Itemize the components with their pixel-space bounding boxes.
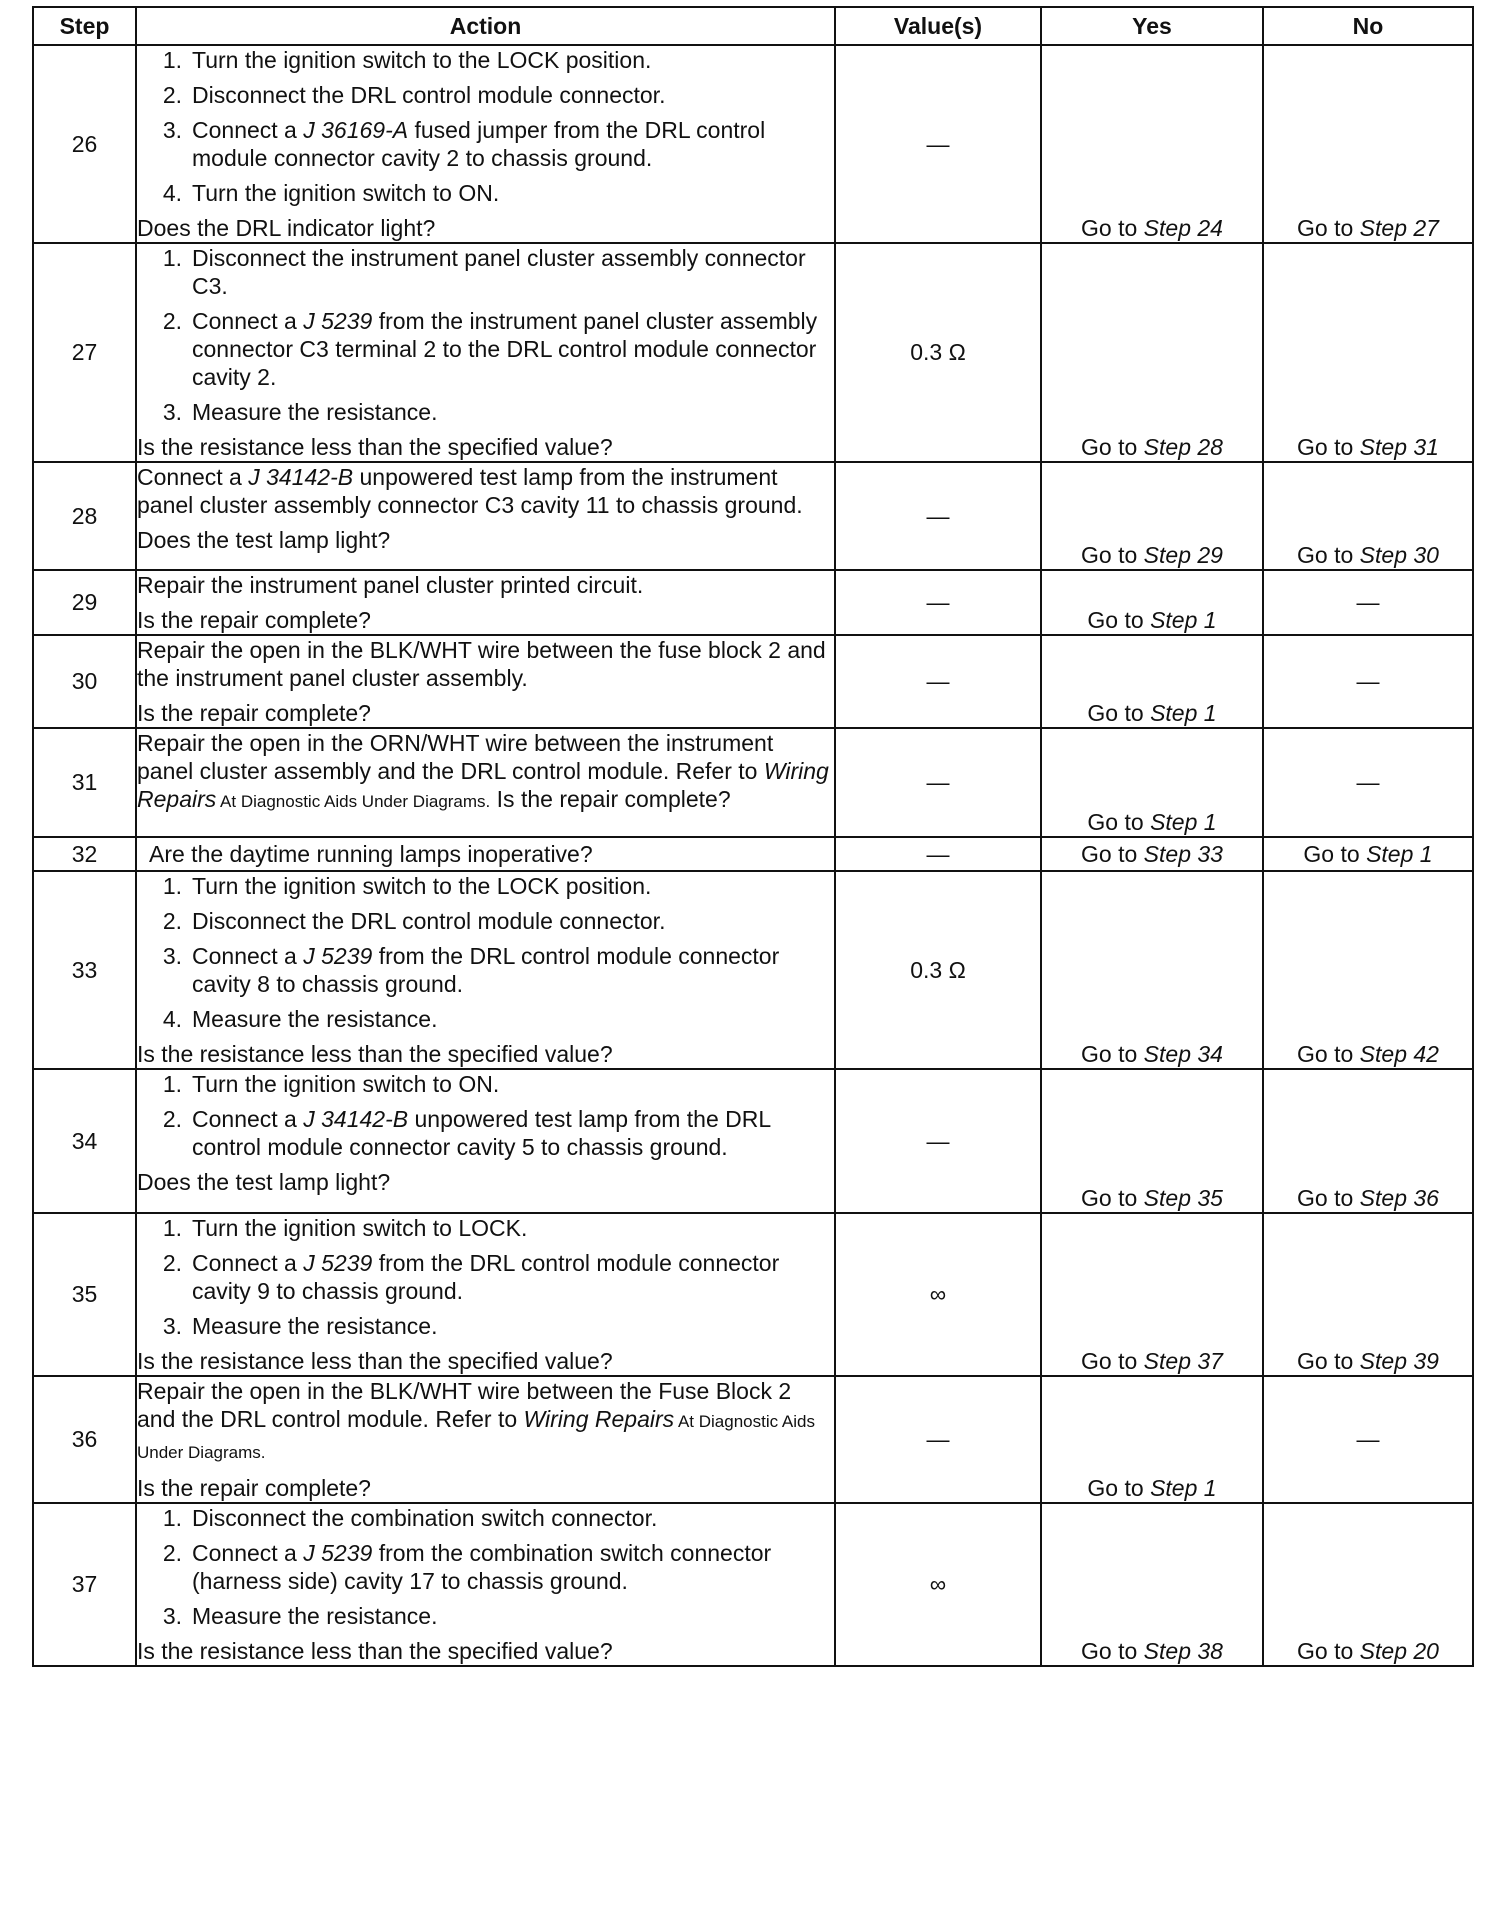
go-to-text: Go to xyxy=(1087,607,1151,633)
question-text: Are the daytime running lamps inoperative? xyxy=(149,841,593,867)
action-step-item xyxy=(137,907,834,935)
step-number: 31 xyxy=(33,728,136,837)
step-link: Step 24 xyxy=(1143,215,1223,241)
step-number: 36 xyxy=(33,1376,136,1503)
action-text: Repair the open in the ORN/WHT wire between the instrument panel cluster assembly and the DRL control module. Refer to xyxy=(137,730,774,784)
go-to-text: Go to xyxy=(1297,434,1360,460)
step-link: Step 1 xyxy=(1150,809,1217,835)
question-text: Is the repair complete? xyxy=(137,1475,371,1501)
item-number: 3. xyxy=(162,399,182,425)
action-text: from the instrument panel cluster assembly connector C3 terminal 2 to the DRL control module connector cavity 2. xyxy=(192,308,818,390)
step-link: Step 36 xyxy=(1359,1185,1439,1211)
item-number: 1. xyxy=(162,873,182,899)
action-cell xyxy=(136,837,835,871)
go-to-text: Go to xyxy=(1081,215,1144,241)
action-step-item xyxy=(137,1504,834,1532)
step-link: Step 31 xyxy=(1359,434,1439,460)
table-row xyxy=(33,635,1473,728)
yes-cell xyxy=(1041,45,1263,243)
item-number: 4. xyxy=(162,180,182,206)
action-cell xyxy=(136,570,835,635)
action-text: Measure the resistance. xyxy=(192,399,438,425)
action-cell xyxy=(136,1069,835,1213)
no-column-header: No xyxy=(1263,7,1473,45)
action-cell xyxy=(136,1213,835,1376)
action-text: Connect a xyxy=(137,464,249,490)
go-to-text: Go to xyxy=(1303,840,1367,867)
question-text: Does the test lamp light? xyxy=(137,527,391,553)
item-number: 2. xyxy=(162,908,182,934)
go-to-text: Go to xyxy=(1081,1185,1144,1211)
value-cell: — xyxy=(835,45,1041,243)
step-number: 35 xyxy=(33,1213,136,1376)
action-text: from the DRL control module connector cavity 8 to chassis ground. xyxy=(192,943,780,997)
item-number: 1. xyxy=(162,47,182,73)
step-number: 33 xyxy=(33,871,136,1069)
tool-reference: J 34142-B xyxy=(248,464,354,490)
no-cell xyxy=(1263,1069,1473,1213)
action-step-item xyxy=(137,1249,834,1305)
action-text: Measure the resistance. xyxy=(192,1006,438,1032)
tool-reference: J 34142-B xyxy=(303,1106,409,1132)
table-row xyxy=(33,462,1473,570)
tool-reference: J 5239 xyxy=(303,1540,373,1566)
step-number: 29 xyxy=(33,570,136,635)
yes-cell xyxy=(1041,1503,1263,1666)
action-text: Connect a xyxy=(192,943,304,969)
step-link: Step 29 xyxy=(1143,542,1223,568)
diagnostic-table xyxy=(32,6,1474,1667)
action-text: Turn the ignition switch to the LOCK position. xyxy=(192,873,652,899)
step-number: 28 xyxy=(33,462,136,570)
step-link: Step 42 xyxy=(1359,1041,1439,1067)
yes-cell xyxy=(1041,1213,1263,1376)
reference-note: At Diagnostic Aids Under Diagrams. xyxy=(216,792,491,811)
empty-dash: — xyxy=(1356,589,1380,615)
item-number: 3. xyxy=(162,943,182,969)
action-step-item xyxy=(137,1070,834,1098)
action-step-item xyxy=(137,307,834,391)
go-to-text: Go to xyxy=(1087,700,1151,726)
action-text: Measure the resistance. xyxy=(192,1603,438,1629)
question-text: Is the resistance less than the specified value? xyxy=(137,434,613,460)
table-row xyxy=(33,243,1473,462)
go-to-text: Go to xyxy=(1081,1638,1144,1664)
action-step-item xyxy=(137,942,834,998)
action-step-item xyxy=(137,1214,834,1242)
action-text: Disconnect the DRL control module connector. xyxy=(192,82,666,108)
value-cell: 0.3 Ω xyxy=(835,871,1041,1069)
no-cell xyxy=(1263,1213,1473,1376)
action-text: Connect a xyxy=(192,308,304,334)
item-number: 3. xyxy=(162,1313,182,1339)
value-cell: — xyxy=(835,570,1041,635)
yes-cell xyxy=(1041,871,1263,1069)
step-link: Step 20 xyxy=(1359,1638,1439,1664)
reference-note: At Diagnostic Aids Under Diagrams. xyxy=(137,1412,815,1462)
action-cell xyxy=(136,45,835,243)
action-cell xyxy=(136,635,835,728)
item-number: 4. xyxy=(162,1006,182,1032)
table-row xyxy=(33,871,1473,1069)
value-cell: ∞ xyxy=(835,1503,1041,1666)
action-cell xyxy=(136,243,835,462)
action-cell xyxy=(136,1376,835,1503)
item-number: 2. xyxy=(162,82,182,108)
empty-dash: — xyxy=(1356,769,1380,795)
action-step-item xyxy=(137,116,834,172)
go-to-text: Go to xyxy=(1081,1041,1144,1067)
empty-dash: — xyxy=(1356,668,1380,694)
table-row xyxy=(33,570,1473,635)
value-cell: ∞ xyxy=(835,1213,1041,1376)
item-number: 2. xyxy=(162,1106,182,1132)
action-text: Measure the resistance. xyxy=(192,1313,438,1339)
action-paragraph xyxy=(137,463,834,519)
go-to-text: Go to xyxy=(1297,542,1360,568)
go-to-text: Go to xyxy=(1081,542,1144,568)
action-step-item xyxy=(137,872,834,900)
go-to-text: Go to xyxy=(1297,215,1360,241)
step-number: 30 xyxy=(33,635,136,728)
yes-cell xyxy=(1041,1376,1263,1503)
action-text: Disconnect the combination switch connector. xyxy=(192,1505,658,1531)
step-link: Step 38 xyxy=(1143,1638,1223,1664)
action-text: Connect a xyxy=(192,1106,304,1132)
action-step-item xyxy=(137,1312,834,1340)
no-cell xyxy=(1263,1503,1473,1666)
action-step-item xyxy=(137,244,834,300)
go-to-text: Go to xyxy=(1081,840,1144,867)
no-cell xyxy=(1263,728,1473,837)
question-text: Is the repair complete? xyxy=(490,786,731,812)
step-number: 37 xyxy=(33,1503,136,1666)
action-cell xyxy=(136,1503,835,1666)
go-to-text: Go to xyxy=(1081,434,1144,460)
step-number: 26 xyxy=(33,45,136,243)
step-link: Step 1 xyxy=(1150,700,1217,726)
action-text: Connect a xyxy=(192,1250,304,1276)
no-cell xyxy=(1263,871,1473,1069)
document-reference: Wiring Repairs xyxy=(137,758,829,812)
value-cell: — xyxy=(835,1376,1041,1503)
value-cell: — xyxy=(835,462,1041,570)
tool-reference: J 5239 xyxy=(303,308,373,334)
step-number: 27 xyxy=(33,243,136,462)
tool-reference: J 5239 xyxy=(303,1250,373,1276)
go-to-text: Go to xyxy=(1297,1348,1360,1374)
item-number: 2. xyxy=(162,1250,182,1276)
action-text: Connect a xyxy=(192,117,304,143)
action-column-header: Action xyxy=(136,7,835,45)
tool-reference: J 5239 xyxy=(303,943,373,969)
go-to-text: Go to xyxy=(1087,1475,1151,1501)
action-text: Repair the open in the BLK/WHT wire between the Fuse Block 2 and the DRL control module. Refer to xyxy=(137,1378,792,1432)
item-number: 1. xyxy=(162,245,182,271)
yes-cell xyxy=(1041,1069,1263,1213)
document-reference: Wiring Repairs xyxy=(523,1406,675,1432)
item-number: 1. xyxy=(162,1071,182,1097)
action-step-item xyxy=(137,1105,834,1161)
action-text: Turn the ignition switch to ON. xyxy=(192,180,500,206)
action-step-item xyxy=(137,46,834,74)
go-to-text: Go to xyxy=(1081,1348,1144,1374)
action-step-item xyxy=(137,398,834,426)
question-text: Is the resistance less than the specified value? xyxy=(137,1348,613,1374)
no-cell xyxy=(1263,1376,1473,1503)
step-link: Step 1 xyxy=(1366,840,1433,867)
action-text: Connect a xyxy=(192,1540,304,1566)
question-text: Does the DRL indicator light? xyxy=(137,215,436,241)
table-row xyxy=(33,1376,1473,1503)
step-link: Step 39 xyxy=(1359,1348,1439,1374)
question-text: Is the repair complete? xyxy=(137,607,371,633)
value-column-header: Value(s) xyxy=(835,7,1041,45)
yes-cell xyxy=(1041,462,1263,570)
step-link: Step 37 xyxy=(1143,1348,1223,1374)
step-column-header: Step xyxy=(33,7,136,45)
step-link: Step 1 xyxy=(1150,607,1217,633)
item-number: 1. xyxy=(162,1215,182,1241)
table-row xyxy=(33,45,1473,243)
question-text: Is the resistance less than the specified value? xyxy=(137,1041,613,1067)
no-cell xyxy=(1263,570,1473,635)
action-cell xyxy=(136,462,835,570)
step-link: Step 28 xyxy=(1143,434,1223,460)
question-text: Is the resistance less than the specified value? xyxy=(137,1638,613,1664)
item-number: 3. xyxy=(162,1603,182,1629)
action-text: Turn the ignition switch to the LOCK position. xyxy=(192,47,652,73)
value-cell: — xyxy=(835,728,1041,837)
action-paragraph xyxy=(137,636,834,692)
no-cell xyxy=(1263,462,1473,570)
go-to-text: Go to xyxy=(1297,1185,1360,1211)
question-text: Is the repair complete? xyxy=(137,700,371,726)
go-to-text: Go to xyxy=(1297,1638,1360,1664)
value-cell: — xyxy=(835,635,1041,728)
step-link: Step 1 xyxy=(1150,1475,1217,1501)
action-text: from the combination switch connector (harness side) cavity 17 to chassis ground. xyxy=(192,1540,772,1594)
table-row xyxy=(33,1069,1473,1213)
question-text: Does the test lamp light? xyxy=(137,1169,391,1195)
action-step-item xyxy=(137,1005,834,1033)
action-step-item xyxy=(137,81,834,109)
yes-cell xyxy=(1041,570,1263,635)
table-row xyxy=(33,1213,1473,1376)
yes-cell xyxy=(1041,728,1263,837)
action-paragraph xyxy=(137,1377,834,1467)
action-text: fused jumper from the DRL control module connector cavity 2 to chassis ground. xyxy=(192,117,766,171)
item-number: 1. xyxy=(162,1505,182,1531)
step-link: Step 30 xyxy=(1359,542,1439,568)
action-step-item xyxy=(137,179,834,207)
step-number: 32 xyxy=(33,837,136,871)
action-text: Turn the ignition switch to ON. xyxy=(192,1071,500,1097)
action-paragraph xyxy=(137,571,834,599)
header-row xyxy=(33,7,1473,45)
yes-cell xyxy=(1041,243,1263,462)
action-cell xyxy=(136,728,835,837)
action-text: Turn the ignition switch to LOCK. xyxy=(192,1215,528,1241)
value-cell: — xyxy=(835,1069,1041,1213)
step-link: Step 27 xyxy=(1359,215,1439,241)
go-to-text: Go to xyxy=(1297,1041,1360,1067)
go-to-text: Go to xyxy=(1087,809,1151,835)
item-number: 2. xyxy=(162,1540,182,1566)
table-row xyxy=(33,837,1473,871)
action-text: Disconnect the instrument panel cluster assembly connector C3. xyxy=(192,245,806,299)
no-cell xyxy=(1263,45,1473,243)
no-cell xyxy=(1263,837,1473,871)
yes-cell xyxy=(1041,837,1263,871)
yes-column-header: Yes xyxy=(1041,7,1263,45)
step-link: Step 33 xyxy=(1143,840,1223,867)
action-cell xyxy=(136,871,835,1069)
value-cell: 0.3 Ω xyxy=(835,243,1041,462)
action-text: from the DRL control module connector cavity 9 to chassis ground. xyxy=(192,1250,780,1304)
action-paragraph xyxy=(137,729,834,816)
action-text: Repair the open in the BLK/WHT wire between the fuse block 2 and the instrument panel cluster assembly. xyxy=(137,637,826,691)
no-cell xyxy=(1263,635,1473,728)
empty-dash: — xyxy=(1356,1426,1380,1452)
step-link: Step 34 xyxy=(1143,1041,1223,1067)
step-link: Step 35 xyxy=(1143,1185,1223,1211)
action-text: Disconnect the DRL control module connector. xyxy=(192,908,666,934)
action-text: unpowered test lamp from the DRL control module connector cavity 5 to chassis ground. xyxy=(192,1106,771,1160)
tool-reference: J 36169-A xyxy=(303,117,409,143)
yes-cell xyxy=(1041,635,1263,728)
action-text: unpowered test lamp from the instrument panel cluster assembly connector C3 cavity 11 to chassis ground. xyxy=(137,464,803,518)
table-row xyxy=(33,1503,1473,1666)
action-step-item xyxy=(137,1602,834,1630)
action-text: Repair the instrument panel cluster printed circuit. xyxy=(137,572,644,598)
item-number: 3. xyxy=(162,117,182,143)
table-row xyxy=(33,728,1473,837)
action-step-item xyxy=(137,1539,834,1595)
step-number: 34 xyxy=(33,1069,136,1213)
item-number: 2. xyxy=(162,308,182,334)
no-cell xyxy=(1263,243,1473,462)
value-cell: — xyxy=(835,837,1041,871)
